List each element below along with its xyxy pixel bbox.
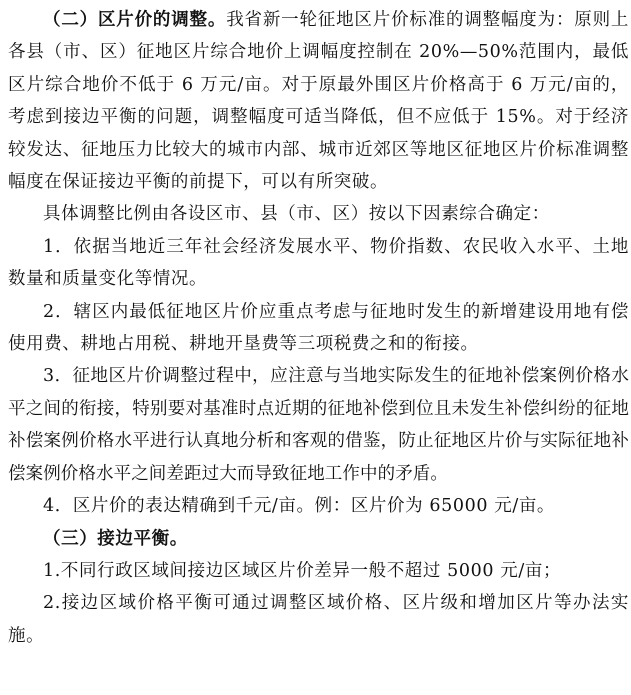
balance-item-2: 2.接边区域价格平衡可通过调整区域价格、区片级和增加区片等办法实施。 xyxy=(8,593,629,646)
factor-item-2: 2．辖区内最低征地区片价应重点考虑与征地时发生的新增建设用地有偿使用费、耕地占用税、耕地开垦费等三项税费之和的衔接。 xyxy=(8,301,629,355)
factor-item-1: 1．依据当地近三年社会经济发展水平、物价指数、农民收入水平、土地数量和质量变化等情况。 xyxy=(8,236,629,290)
section-3-heading: （三）接边平衡。 xyxy=(43,528,188,549)
factor-item-4: 4．区片价的表达精确到千元/亩。例：区片价为 65000 元/亩。 xyxy=(43,496,556,517)
section-2-heading: （二）区片价的调整。 xyxy=(43,10,227,30)
balance-item-1: 1.不同行政区域间接边区域区片价差异一般不超过 5000 元/亩； xyxy=(43,560,562,581)
factor-item-3: 3．征地区片价调整过程中，应注意与当地实际发生的征地补偿案例价格水平之间的衔接，特别要对基准时点近期的征地补偿到位且未发生补偿纠纷的征地补偿案例价格水平进行认真地分析和客观的借鉴，防止征地区片价与实际征地补偿案例价格水平之间差距过大而导致征地工作中的矛盾。 xyxy=(8,366,629,484)
section-2-paragraph xyxy=(8,4,629,198)
factors-intro-paragraph: 具体调整比例由各设区市、县（市、区）按以下因素综合确定： xyxy=(43,204,550,225)
section-2-intro-text: 我省新一轮征地区片价标准的调整幅度为：原则上各县（市、区）征地区片综合地价上调幅度控制在 20%—50%范围内，最低区片综合地价不低于 6 万元/亩。对于原最外围区片价格高于 6 万元/亩的，考虑到接边平衡的问题，调整幅度可适当降低，但不应低于 15%。对于经济较发达、征地压力比较大的城市内部、城市近郊区等地区征地区片价标准调整幅度在保证接边平衡的前提下，可以有所突破。 xyxy=(8,10,630,193)
